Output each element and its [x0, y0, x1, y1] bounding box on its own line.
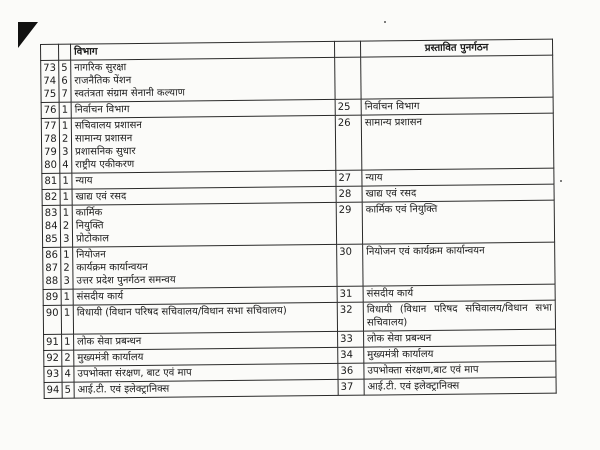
new-department-number-text: 36	[340, 365, 354, 377]
sub-number	[59, 102, 71, 118]
proposed-department	[362, 200, 554, 244]
serial-number	[44, 382, 62, 398]
department-name-text: सचिवालय प्रशासन	[74, 119, 142, 132]
serial-number-text: 88	[45, 275, 59, 287]
serial-number-text: 89	[45, 291, 59, 303]
sub-number	[60, 189, 72, 205]
sub-number	[62, 366, 74, 382]
new-department-number-text: 31	[339, 288, 353, 300]
serial-number-text: 79	[44, 146, 57, 158]
proposed-department-text: विधायी (विधान परिषद सचिवालय/विधान सभा सचिवालय)	[366, 302, 552, 329]
department-name-text: नियुक्ति	[75, 220, 104, 232]
new-department-number	[337, 302, 363, 331]
sub-number-text: 1	[62, 207, 70, 219]
sub-number-text: 1	[63, 307, 71, 319]
new-department-number	[335, 115, 362, 170]
department-name-text: प्रशासनिक सुधार	[75, 146, 136, 158]
sub-number	[62, 350, 74, 366]
sub-number-text: 2	[63, 262, 70, 274]
serial-number-text: 73	[43, 62, 57, 74]
serial-number	[42, 205, 60, 247]
department-name-text: निर्वाचन विभाग	[74, 104, 130, 116]
sub-number-text: 5	[61, 62, 68, 74]
header-department: विभाग	[71, 41, 335, 60]
department-name	[71, 115, 336, 173]
sub-number-text: 1	[63, 291, 71, 303]
proposed-department-text: खाद्य एवं रसद	[365, 188, 417, 200]
serial-number-text: 80	[44, 159, 58, 171]
department-name	[71, 57, 335, 102]
table-row	[42, 200, 554, 247]
sub-number-text: 1	[62, 191, 70, 203]
department-name-text: आई.टी. एवं इलेक्ट्रानिक्स	[77, 383, 170, 396]
new-department-number	[337, 244, 363, 286]
serial-number	[42, 189, 60, 205]
header-empty-cell	[59, 44, 71, 60]
sub-number	[61, 289, 73, 305]
serial-number	[44, 366, 62, 382]
sub-number-text: 7	[61, 88, 68, 100]
department-name	[73, 302, 337, 334]
serial-number-text: 78	[43, 133, 57, 145]
serial-number-text: 75	[43, 88, 57, 100]
new-department-number-text: 27	[338, 172, 352, 184]
serial-number-text: 81	[44, 175, 58, 187]
department-name-text: स्वतंत्रता संग्राम सेनानी कल्याण	[74, 87, 185, 100]
header-empty-cell	[41, 44, 59, 60]
table-body	[41, 39, 557, 398]
department-name-text: उत्तर प्रदेश पुनर्गठन समन्वय	[76, 274, 176, 287]
new-department-number	[338, 347, 364, 363]
new-department-number	[338, 379, 364, 395]
serial-number	[42, 173, 60, 189]
header-empty-cell	[334, 41, 360, 57]
proposed-department-text: मुख्यमंत्री कार्यालय	[367, 348, 434, 361]
department-table	[40, 39, 557, 399]
sub-number-text: 4	[64, 368, 71, 380]
proposed-department	[361, 55, 553, 99]
department-name-text: मुख्यमंत्री कार्यालय	[77, 351, 144, 364]
sub-number	[60, 173, 72, 189]
sub-number	[61, 247, 73, 289]
new-department-number-text: 30	[339, 246, 352, 258]
proposed-department	[364, 377, 556, 395]
sub-number-text: 1	[63, 249, 70, 261]
department-name-text: विधायी (विधान परिषद सचिवालय/विधान सभा सचिवालय)	[76, 305, 287, 319]
proposed-department-text: नियोजन एवं कार्यक्रम कार्यान्वयन	[366, 245, 485, 258]
sub-number	[61, 305, 73, 334]
proposed-department-text: संसदीय कार्य	[366, 288, 414, 300]
department-name-text: न्याय	[75, 175, 93, 187]
proposed-department	[361, 113, 554, 170]
sub-number-text: 3	[62, 233, 70, 245]
new-department-number	[335, 99, 361, 115]
department-name-text: संसदीय कार्य	[76, 291, 124, 303]
new-department-number-text: 32	[339, 304, 353, 316]
department-name-text: नियोजन	[76, 249, 106, 261]
serial-number	[41, 118, 60, 173]
serial-number	[43, 305, 61, 334]
serial-number-text: 83	[44, 207, 58, 219]
new-department-number	[338, 363, 364, 379]
new-department-number	[336, 186, 362, 202]
department-name-text: लोक सेवा प्रबन्धन	[77, 335, 142, 348]
scan-speck	[560, 180, 562, 182]
serial-number	[44, 334, 62, 350]
proposed-department-text: आई.टी. एवं इलेक्ट्रानिक्स	[367, 380, 460, 393]
department-name	[72, 202, 336, 247]
sub-number-text: 1	[61, 120, 69, 132]
serial-number	[41, 60, 59, 102]
sub-number	[59, 60, 71, 102]
new-department-number	[336, 170, 362, 186]
serial-number-text: 82	[44, 191, 58, 203]
new-department-number	[335, 57, 361, 99]
serial-number	[43, 247, 61, 289]
department-name-text: प्रोटोकाल	[75, 233, 110, 245]
new-department-number-text: 37	[340, 381, 354, 393]
new-department-number-text: 26	[337, 117, 351, 129]
serial-number	[44, 350, 62, 366]
sub-number-text: 4	[62, 159, 69, 171]
proposed-department-text: सामान्य प्रशासन	[364, 117, 423, 129]
department-name-text: राष्ट्रीय एकीकरण	[75, 159, 135, 171]
proposed-department-text: निर्वाचन विभाग	[364, 101, 420, 113]
new-department-number-text: 29	[338, 204, 352, 216]
sub-number-text: 1	[61, 104, 69, 116]
new-department-number-text: 25	[337, 101, 351, 113]
scan-speck	[384, 21, 386, 23]
document-sheet	[40, 39, 556, 399]
sub-number-text: 5	[64, 384, 72, 396]
serial-number-text: 92	[46, 352, 60, 364]
serial-number-text: 94	[46, 384, 60, 396]
table-row	[43, 242, 555, 289]
department-name-text: नागरिक सुरक्षा	[74, 62, 127, 74]
sub-number	[62, 334, 74, 350]
sub-number-text: 6	[61, 75, 68, 87]
sub-number-text: 1	[64, 336, 71, 348]
table-row	[41, 55, 553, 102]
new-department-number	[338, 331, 364, 347]
sub-number-text: 2	[61, 133, 69, 145]
serial-number-text: 91	[46, 336, 59, 348]
new-department-number	[336, 202, 362, 244]
proposed-department-text: कार्मिक एवं नियुक्ति	[365, 203, 438, 216]
department-name-text: राजनैतिक पेंशन	[74, 75, 132, 87]
proposed-department	[363, 300, 555, 331]
department-name-text: कार्यक्रम कार्यान्वयन	[76, 261, 148, 274]
serial-number-text: 90	[45, 307, 59, 319]
new-department-number-text: 33	[340, 333, 353, 345]
department-name	[73, 244, 337, 289]
serial-number-text: 86	[45, 249, 59, 261]
sub-number-text: 2	[62, 220, 70, 232]
department-name	[74, 379, 338, 398]
new-department-number	[337, 286, 363, 302]
serial-number-text: 84	[44, 220, 58, 232]
header-proposed-reorganization: प्रस्तावित पुनर्गठन	[360, 39, 552, 57]
serial-number-text: 93	[46, 368, 60, 380]
sub-number-text: 3	[63, 275, 70, 287]
department-name-text: कार्मिक	[75, 207, 103, 219]
department-name-text: सामान्य प्रशासन	[74, 133, 133, 145]
sub-number	[59, 118, 72, 173]
new-department-number-text: 28	[338, 188, 352, 200]
serial-number-text: 87	[45, 262, 59, 274]
sub-number	[60, 205, 72, 247]
sub-number	[62, 382, 74, 398]
department-name-text: उपभोक्ता संरक्षण, बाट एवं माप	[77, 367, 192, 380]
proposed-department	[363, 242, 555, 286]
serial-number-text: 76	[43, 104, 57, 116]
corner-mark	[18, 22, 38, 48]
sub-number-text: 2	[64, 352, 71, 364]
serial-number-text: 77	[43, 120, 57, 132]
serial-number	[41, 102, 59, 118]
department-name-text: खाद्य एवं रसद	[75, 191, 127, 203]
serial-number	[43, 289, 61, 305]
sub-number-text: 3	[62, 146, 69, 158]
table-row	[41, 113, 554, 173]
proposed-department-text: लोक सेवा प्रबन्धन	[367, 332, 432, 345]
proposed-department-text: न्याय	[365, 172, 383, 184]
serial-number-text: 74	[43, 75, 57, 87]
proposed-department-text: उपभोक्ता संरक्षण,बाट एवं माप	[367, 364, 479, 377]
new-department-number-text: 34	[340, 349, 354, 361]
serial-number-text: 85	[44, 233, 58, 245]
sub-number-text: 1	[62, 175, 69, 187]
